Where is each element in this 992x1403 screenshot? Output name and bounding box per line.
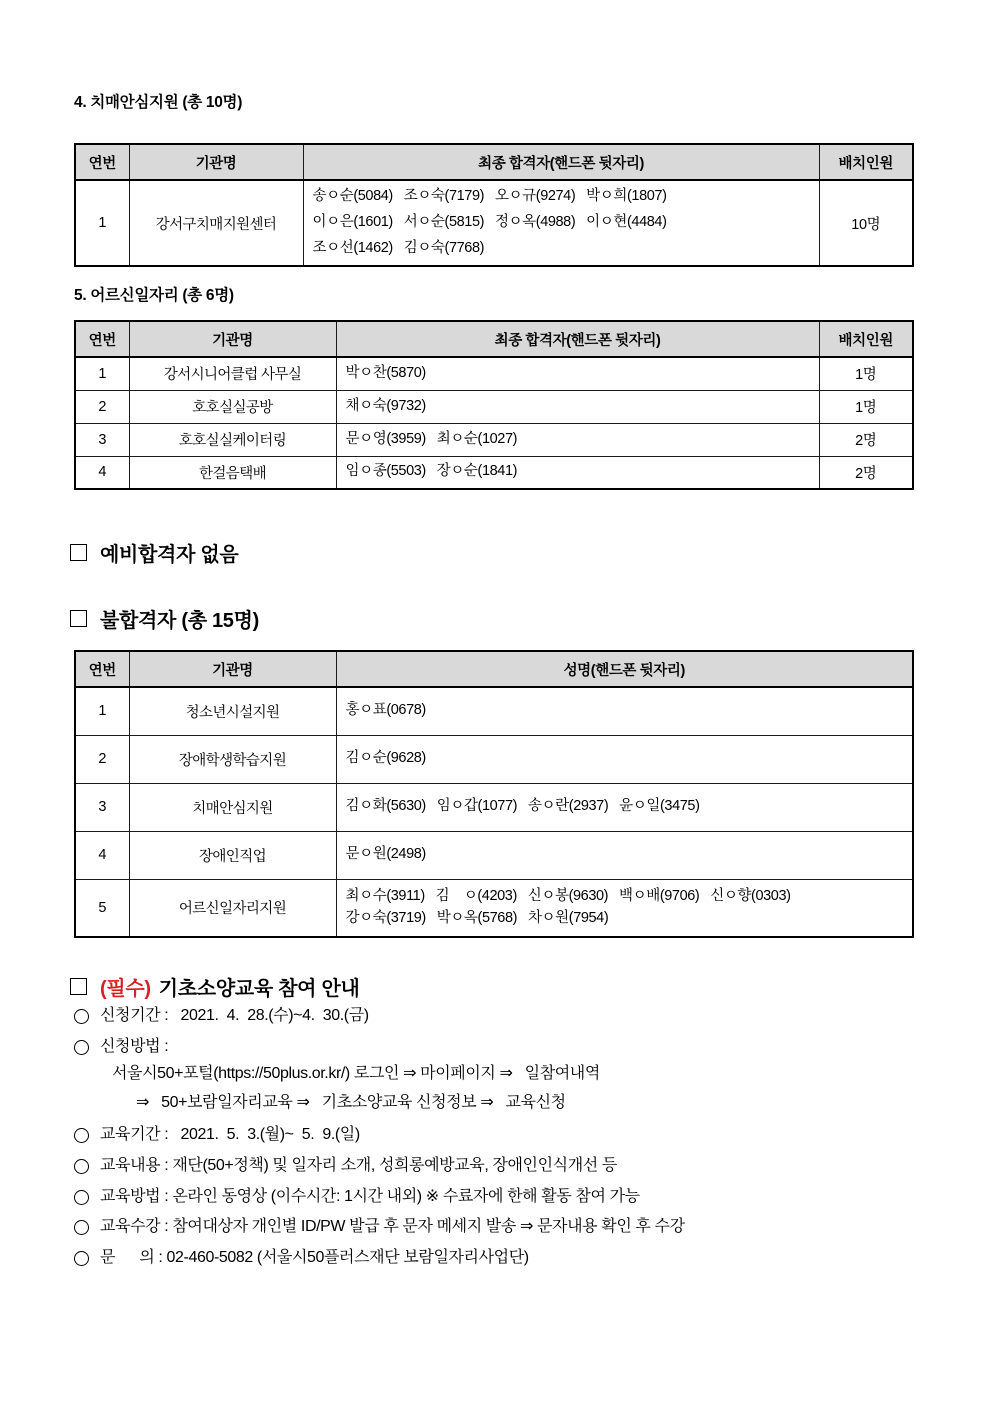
cell-names: 문ㅇ원(2498) — [336, 831, 913, 879]
section-heading-5: 5. 어르신일자리 (총 6명) — [74, 287, 234, 304]
fail-label: 불합격자 (총 15명) — [100, 610, 259, 632]
reserve-pass-heading — [70, 538, 238, 567]
col-institution: 기관명 — [129, 651, 336, 687]
table-row — [75, 423, 913, 456]
col-institution: 기관명 — [129, 321, 336, 357]
list-item-label: 교육수강 : 참여대상자 개인별 ID/PW 발급 후 문자 메세지 발송 ⇒ 문자내용 확인 후 수강 — [100, 1218, 685, 1236]
training-notice-label: 기초소양교육 참여 안내 — [158, 978, 360, 1000]
cell-institution: 어르신일자리지원 — [129, 879, 336, 937]
col-headcount: 배치인원 — [819, 144, 913, 180]
circle-bullet-icon — [74, 1159, 89, 1174]
circle-bullet-icon — [74, 1220, 89, 1235]
col-passers: 최종 합격자(핸드폰 뒷자리) — [303, 144, 819, 180]
list-item-label: 교육기간 : 2021. 5. 3.(월)~ 5. 9.(일) — [100, 1126, 360, 1144]
list-item-label: 문 의 : 02-460-5082 (서울시50플러스재단 보람일자리사업단) — [100, 1248, 529, 1266]
cell-no: 4 — [75, 456, 129, 489]
col-no: 연번 — [75, 321, 129, 357]
list-item-label: 신청기간 : 2021. 4. 28.(수)~4. 30.(금) — [100, 1007, 369, 1024]
list-item — [74, 1247, 954, 1269]
cell-institution: 한걸음택배 — [129, 456, 336, 489]
cell-institution: 호호실실케이터링 — [129, 423, 336, 456]
table-row — [75, 831, 913, 879]
cell-institution: 청소년시설지원 — [129, 687, 336, 735]
cell-names: 김ㅇ화(5630) 임ㅇ갑(1077) 송ㅇ란(2937) 윤ㅇ일(3475) — [336, 783, 913, 831]
fail-heading — [70, 604, 259, 633]
list-item — [74, 1124, 954, 1146]
table-section-5 — [74, 320, 914, 490]
cell-headcount: 2명 — [819, 423, 913, 456]
table-header-row — [75, 321, 913, 357]
table-header-row — [75, 144, 913, 180]
training-notice-heading — [70, 972, 359, 1001]
cell-names: 홍ㅇ표(0678) — [336, 687, 913, 735]
list-item — [74, 1216, 954, 1238]
list-item — [74, 1186, 954, 1208]
cell-institution: 강서시니어클럽 사무실 — [129, 357, 336, 390]
cell-passers: 박ㅇ찬(5870) — [336, 357, 819, 390]
section-heading-4: 4. 치매안심지원 (총 10명) — [74, 94, 243, 111]
notice-bullet-list — [74, 1005, 954, 1277]
cell-no: 2 — [75, 735, 129, 783]
circle-bullet-icon — [74, 1251, 89, 1266]
col-no: 연번 — [75, 144, 129, 180]
table-failed — [74, 650, 914, 938]
cell-institution: 장애학생학습지원 — [129, 735, 336, 783]
checkbox-icon — [70, 544, 87, 561]
cell-headcount: 1명 — [819, 357, 913, 390]
cell-no: 1 — [75, 180, 129, 266]
cell-no: 3 — [75, 423, 129, 456]
circle-bullet-icon — [74, 1128, 89, 1143]
apply-method-line-1: 서울시50+포털(https://50plus.or.kr/) 로그인 ⇒ 마이페이지 ⇒ 일참여내역 — [112, 1065, 600, 1083]
cell-no: 1 — [75, 687, 129, 735]
cell-passers: 송ㅇ순(5084) 조ㅇ숙(7179) 오ㅇ규(9274) 박ㅇ희(1807) 이ㅇ은(1601) 서ㅇ순(5815) 정ㅇ옥(4988) 이ㅇ현(4484) 조ㅇ선(1462) 김ㅇ숙(7768) — [303, 180, 819, 266]
col-passers: 최종 합격자(핸드폰 뒷자리) — [336, 321, 819, 357]
col-institution: 기관명 — [129, 144, 303, 180]
circle-bullet-icon — [74, 1190, 89, 1205]
apply-method-line-2: ⇒ 50+보람일자리교육 ⇒ 기초소양교육 신청정보 ⇒ 교육신청 — [136, 1093, 566, 1111]
table-row — [75, 735, 913, 783]
cell-passers: 채ㅇ숙(9732) — [336, 390, 819, 423]
table-section-4 — [74, 143, 914, 267]
table-row — [75, 783, 913, 831]
cell-no: 2 — [75, 390, 129, 423]
table-row — [75, 456, 913, 489]
reserve-pass-label: 예비합격자 없음 — [100, 544, 239, 566]
col-names: 성명(핸드폰 뒷자리) — [336, 651, 913, 687]
cell-headcount: 2명 — [819, 456, 913, 489]
table-header-row — [75, 651, 913, 687]
checkbox-icon — [70, 610, 87, 627]
cell-headcount: 1명 — [819, 390, 913, 423]
circle-bullet-icon — [74, 1009, 89, 1024]
cell-institution: 치매안심지원 — [129, 783, 336, 831]
list-item-label: 교육내용 : 재단(50+정책) 및 일자리 소개, 성희롱예방교육, 장애인인식개선 등 — [100, 1156, 617, 1174]
checkbox-icon — [70, 978, 87, 995]
table-row — [75, 180, 913, 266]
list-item-label: 신청방법 : — [100, 1037, 169, 1055]
cell-passers: 임ㅇ종(5503) 장ㅇ순(1841) — [336, 456, 819, 489]
cell-institution: 강서구치매지원센터 — [129, 180, 303, 266]
cell-no: 1 — [75, 357, 129, 390]
cell-no: 4 — [75, 831, 129, 879]
list-item-label: 교육방법 : 온라인 동영상 (이수시간: 1시간 내외) ※ 수료자에 한해 활동 참여 가능 — [100, 1187, 640, 1205]
cell-no: 5 — [75, 879, 129, 937]
table-row — [75, 879, 913, 937]
cell-names: 최ㅇ수(3911) 김 ㅇ(4203) 신ㅇ봉(9630) 백ㅇ배(9706) 신ㅇ향(0303) 강ㅇ숙(3719) 박ㅇ옥(5768) 차ㅇ원(7954) — [336, 879, 913, 937]
list-item — [74, 1005, 954, 1027]
cell-passers: 문ㅇ영(3959) 최ㅇ순(1027) — [336, 423, 819, 456]
cell-no: 3 — [75, 783, 129, 831]
cell-institution: 장애인직업 — [129, 831, 336, 879]
cell-headcount: 10명 — [819, 180, 913, 266]
col-no: 연번 — [75, 651, 129, 687]
list-item — [74, 1155, 954, 1177]
table-row — [75, 687, 913, 735]
cell-institution: 호호실실공방 — [129, 390, 336, 423]
circle-bullet-icon — [74, 1040, 89, 1055]
table-row — [75, 390, 913, 423]
list-item — [74, 1036, 954, 1058]
cell-names: 김ㅇ순(9628) — [336, 735, 913, 783]
required-badge: (필수) — [100, 978, 151, 1000]
col-headcount: 배치인원 — [819, 321, 913, 357]
table-row — [75, 357, 913, 390]
